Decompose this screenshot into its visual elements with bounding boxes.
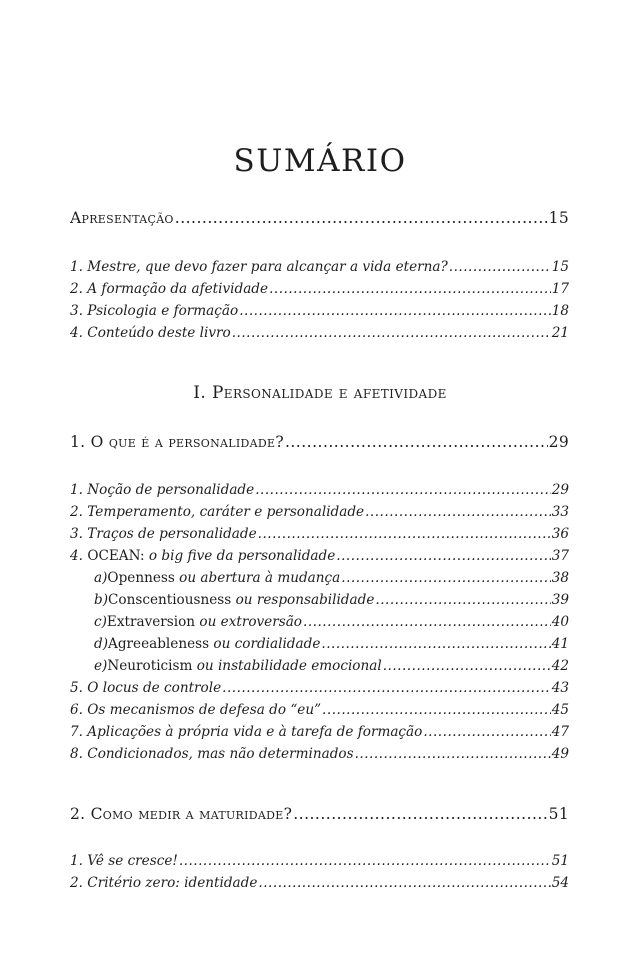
toc-subentry[interactable] <box>70 504 569 520</box>
toc-subsubentry[interactable] <box>94 614 569 630</box>
dot-leader <box>232 325 551 341</box>
entry-label: 4. Conteúdo deste livro <box>70 325 231 341</box>
dot-leader <box>239 303 551 319</box>
page-number: 18 <box>551 303 569 319</box>
entry-label <box>70 433 284 451</box>
dot-leader <box>175 209 548 227</box>
page-number: 37 <box>551 548 569 564</box>
entry-text: ou instabilidade emocional <box>196 658 382 674</box>
entry-label <box>94 592 374 608</box>
dot-leader <box>383 658 551 674</box>
dot-leader <box>269 281 551 297</box>
english-term: Openness <box>107 570 175 586</box>
dot-leader <box>423 724 550 740</box>
entry-label: 1. Mestre, que devo fazer para alcançar a vida eterna? <box>70 259 448 275</box>
toc-subentry[interactable] <box>70 548 569 564</box>
page-number: 51 <box>551 853 569 869</box>
dot-leader <box>355 746 551 762</box>
english-term: Agreeableness <box>108 636 210 652</box>
dot-leader <box>293 805 547 823</box>
dot-leader <box>449 259 551 275</box>
dot-leader <box>258 875 550 891</box>
entry-label: 6. Os mecanismos de defesa do “eu” <box>70 702 322 718</box>
page-number: 41 <box>551 636 569 652</box>
dot-leader <box>255 482 551 498</box>
entry-label <box>70 548 335 564</box>
chapter-title: Como medir a maturidade? <box>90 805 293 823</box>
part-heading: I. Personalidade e afetividade <box>193 383 447 403</box>
entry-text: ou cordialidade <box>213 636 321 652</box>
page-number: 29 <box>551 482 569 498</box>
page-number: 15 <box>551 259 569 275</box>
entry-label: 3. Traços de personalidade <box>70 526 257 542</box>
entry-label: 2. Critério zero: identidade <box>70 875 258 891</box>
toc-subentry[interactable] <box>70 526 569 542</box>
english-term: Extraversion <box>106 614 196 630</box>
dot-leader <box>258 526 551 542</box>
toc-subentry[interactable] <box>70 853 569 869</box>
dot-leader <box>321 636 550 652</box>
toc-subsubentry[interactable] <box>94 636 569 652</box>
entry-number: 4. <box>70 548 83 564</box>
page-number: 15 <box>548 209 569 227</box>
page-number: 39 <box>551 592 569 608</box>
entry-label: 3. Psicologia e formação <box>70 303 239 319</box>
entry-text: ou responsabilidade <box>235 592 375 608</box>
entry-text: ou extroversão <box>199 614 302 630</box>
page-number: 40 <box>551 614 569 630</box>
chapter-number: 2. <box>70 805 86 823</box>
page-number: 38 <box>551 570 569 586</box>
toc-subentry[interactable] <box>70 259 569 275</box>
dot-leader <box>322 702 551 718</box>
toc-subsubentry[interactable] <box>94 658 569 674</box>
page-number: 36 <box>551 526 569 542</box>
entry-letter: b) <box>94 592 109 608</box>
dot-leader <box>341 570 550 586</box>
english-term: Conscentiousness <box>108 592 232 608</box>
toc-entry-apresentacao[interactable] <box>70 209 569 227</box>
page-number: 45 <box>551 702 569 718</box>
entry-label: 7. Aplicações à própria vida e à tarefa de formação <box>70 724 423 740</box>
dot-leader <box>336 548 550 564</box>
toc-entry-chapter-1[interactable] <box>70 433 569 451</box>
entry-label <box>94 614 302 630</box>
entry-label: 8. Condicionados, mas não determinados <box>70 746 354 762</box>
chapter-number: 1. <box>70 433 86 451</box>
english-term: OCEAN: <box>87 548 145 564</box>
entry-label: Apresentação <box>70 209 174 227</box>
toc-subentry[interactable] <box>70 281 569 297</box>
page-number: 54 <box>551 875 569 891</box>
entry-letter: a) <box>94 570 108 586</box>
page-number: 29 <box>548 433 569 451</box>
toc-subentry[interactable] <box>70 482 569 498</box>
entry-label: 2. Temperamento, caráter e personalidade <box>70 504 365 520</box>
toc-subentry[interactable] <box>70 746 569 762</box>
entry-label: 1. Noção de personalidade <box>70 482 255 498</box>
entry-label: 2. A formação da afetividade <box>70 281 269 297</box>
toc-subentry[interactable] <box>70 325 569 341</box>
entry-letter: d) <box>94 636 109 652</box>
entry-label <box>94 658 382 674</box>
page-number: 21 <box>551 325 569 341</box>
toc-subentry[interactable] <box>70 702 569 718</box>
dot-leader <box>365 504 551 520</box>
page-number: 43 <box>551 680 569 696</box>
toc-subsubentry[interactable] <box>94 592 569 608</box>
toc-subentry[interactable] <box>70 724 569 740</box>
entry-letter: e) <box>94 658 108 674</box>
entry-label <box>70 805 292 823</box>
page-number: 47 <box>551 724 569 740</box>
entry-label: 5. O locus de controle <box>70 680 222 696</box>
entry-text: ou abertura à mudança <box>179 570 341 586</box>
dot-leader <box>375 592 550 608</box>
dot-leader <box>179 853 551 869</box>
dot-leader <box>222 680 551 696</box>
toc-subentry[interactable] <box>70 875 569 891</box>
page-number: 42 <box>551 658 569 674</box>
page-number: 49 <box>551 746 569 762</box>
chapter-title: O que é a personalidade? <box>90 433 284 451</box>
entry-text: o big five da personalidade <box>148 548 336 564</box>
toc-subentry[interactable] <box>70 680 569 696</box>
page-number: 51 <box>548 805 569 823</box>
entry-letter: c) <box>94 614 107 630</box>
toc-subentry[interactable] <box>70 303 569 319</box>
page-number: 33 <box>551 504 569 520</box>
toc-subsubentry[interactable] <box>94 570 569 586</box>
dot-leader <box>303 614 551 630</box>
entry-label: 1. Vê se cresce! <box>70 853 178 869</box>
entry-label <box>94 570 340 586</box>
entry-label <box>94 636 320 652</box>
page-number: 17 <box>551 281 569 297</box>
page-title: SUMÁRIO <box>233 142 407 179</box>
english-term: Neuroticism <box>107 658 193 674</box>
dot-leader <box>285 433 548 451</box>
toc-entry-chapter-2[interactable] <box>70 805 569 823</box>
